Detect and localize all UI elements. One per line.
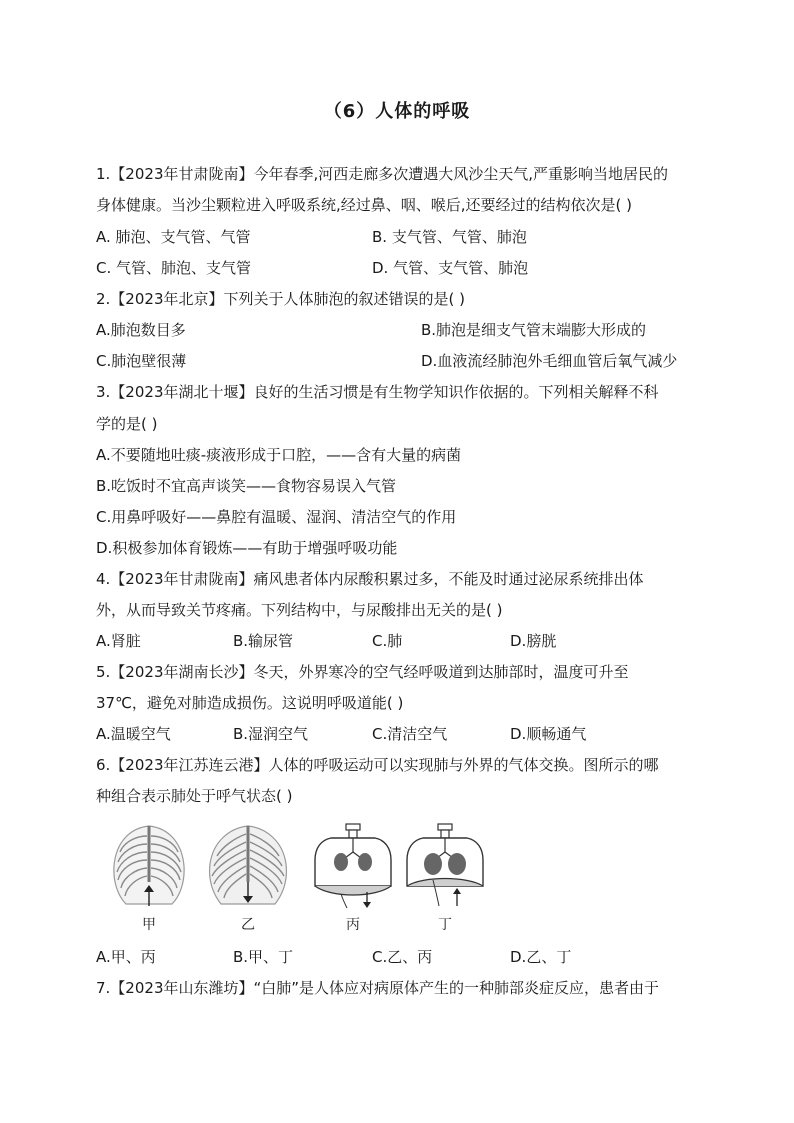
- bell-jar-inhale-figure: [311, 822, 395, 910]
- q2-option-b: B.肺泡是细支气管末端膨大形成的: [421, 321, 647, 339]
- q6-stem-line2: 种组合表示肺处于呼气状态( ): [96, 787, 293, 805]
- q3-option-c: C.用鼻呼吸好——鼻腔有温暖、湿润、清洁空气的作用: [96, 508, 457, 526]
- figure-label-yi: 乙: [241, 917, 255, 933]
- q4-option-a: A.肾脏: [96, 632, 141, 650]
- q4-stem-line2: 外，从而导致关节疼痛。下列结构中，与尿酸排出无关的是( ): [96, 601, 503, 619]
- ribcage-inhale-figure: [108, 822, 190, 910]
- q3-option-a: A.不要随地吐痰-痰液形成于口腔，——含有大量的病菌: [96, 446, 462, 464]
- figure-label-bing: 丙: [346, 917, 360, 933]
- q2-option-a: A.肺泡数目多: [96, 321, 186, 339]
- q1-option-d: D. 气管、支气管、肺泡: [372, 259, 529, 277]
- q6-option-c: C.乙、丙: [372, 948, 433, 966]
- q6-option-d: D.乙、丁: [510, 948, 572, 966]
- q6-stem-line1: 6.【2023年江苏连云港】人体的呼吸运动可以实现肺与外界的气体交换。图所示的哪: [96, 756, 659, 774]
- q3-stem-line2: 学的是( ): [96, 415, 158, 433]
- q1-option-a: A. 肺泡、支气管、气管: [96, 228, 251, 246]
- q2-stem-line1: 2.【2023年北京】下列关于人体肺泡的叙述错误的是( ): [96, 290, 465, 308]
- figure-label-jia: 甲: [142, 917, 156, 933]
- figure-label-ding: 丁: [438, 917, 452, 933]
- q3-option-d: D.积极参加体育锻炼——有助于增强呼吸功能: [96, 539, 398, 557]
- q2-option-c: C.肺泡壁很薄: [96, 352, 187, 370]
- q5-option-c: C.清洁空气: [372, 725, 448, 743]
- q6-option-b: B.甲、丁: [233, 948, 294, 966]
- q4-option-d: D.膀胱: [510, 632, 557, 650]
- q7-stem-line1: 7.【2023年山东潍坊】“白肺”是人体应对病原体产生的一种肺部炎症反应，患者由于: [96, 979, 660, 997]
- q1-option-c: C. 气管、肺泡、支气管: [96, 259, 252, 277]
- q5-stem-line2: 37℃，避免对肺造成损伤。这说明呼吸道能( ): [96, 694, 404, 712]
- q3-stem-line1: 3.【2023年湖北十堰】良好的生活习惯是有生物学知识作依据的。下列相关解释不科: [96, 383, 659, 401]
- q5-stem-line1: 5.【2023年湖南长沙】冬天，外界寒冷的空气经呼吸道到达肺部时，温度可升至: [96, 663, 629, 681]
- q4-option-b: B.输尿管: [233, 632, 294, 650]
- q1-stem-line1: 1.【2023年甘肃陇南】今年春季,河西走廊多次遭遇大风沙尘天气,严重影响当地居民的: [96, 165, 669, 183]
- page-title: （6）人体的呼吸: [323, 101, 471, 122]
- q2-option-d: D.血液流经肺泡外毛细血管后氧气减少: [421, 352, 678, 370]
- q3-option-b: B.吃饭时不宜高声谈笑——食物容易误入气管: [96, 477, 397, 495]
- q6-option-a: A.甲、丙: [96, 948, 156, 966]
- q4-stem-line1: 4.【2023年甘肃陇南】痛风患者体内尿酸积累过多，不能及时通过泌尿系统排出体: [96, 570, 644, 588]
- ribcage-exhale-figure: [205, 822, 291, 910]
- q4-option-c: C.肺: [372, 632, 403, 650]
- q5-option-b: B.湿润空气: [233, 725, 309, 743]
- q5-option-d: D.顺畅通气: [510, 725, 587, 743]
- q5-option-a: A.温暖空气: [96, 725, 171, 743]
- q1-option-b: B. 支气管、气管、肺泡: [372, 228, 527, 246]
- bell-jar-exhale-figure: [403, 822, 487, 910]
- q1-stem-line2: 身体健康。当沙尘颗粒进入呼吸系统,经过鼻、咽、喉后,还要经过的结构依次是( ): [96, 196, 633, 214]
